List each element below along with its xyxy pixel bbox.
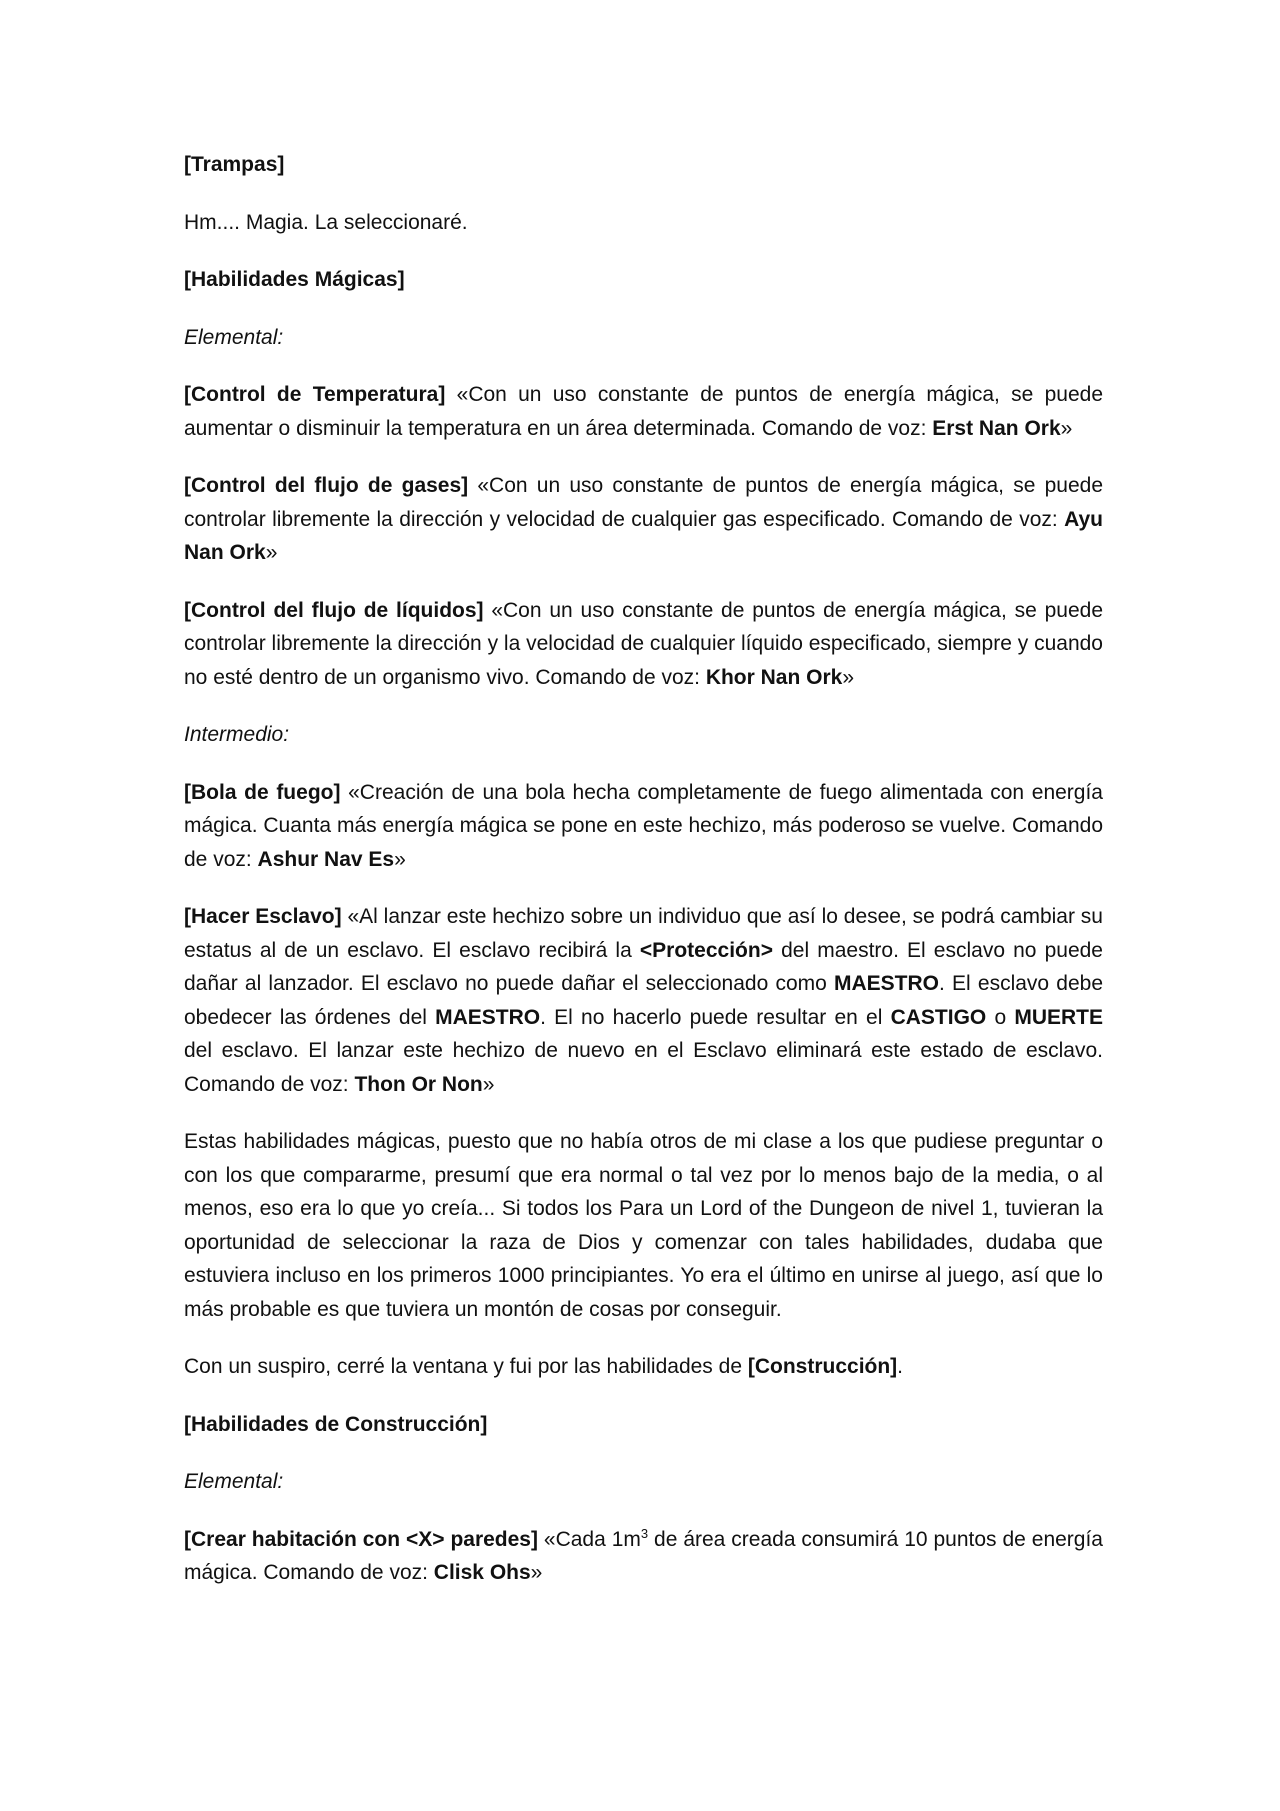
voice-command: Thon Or Non [354, 1072, 483, 1096]
construction-elemental-label: Elemental: [184, 1470, 284, 1493]
magic-intermediate-label: Intermedio: [184, 723, 290, 746]
quote-close: » [1060, 416, 1073, 440]
master-term: MAESTRO [834, 972, 939, 995]
skill-description: «Creación de una bola hecha completamente de fuego alimentada con energía mágica. Cuanta más energía mágica se pone en este hechizo, más poderoso se vuelve. Comando de voz: [184, 780, 1103, 871]
death-term: MUERTE [1014, 1005, 1103, 1029]
skill-description-part: . El no hacerlo puede resultar en el [540, 1005, 891, 1029]
trampas-heading: [Trampas] [184, 153, 285, 176]
skill-name: [Bola de fuego] [184, 780, 341, 804]
skill-description: «Con un uso constante de puntos de energía mágica, se puede controlar libremente la dirección y la velocidad de cualquier líquido especificado, siempre y cuando no esté dentro de un organismo vivo. Comando de voz: [184, 598, 1103, 689]
skill-description-part: «Al lanzar este hechizo sobre un individuo que así lo desee, se podrá cambiar su estatus al de un esclavo. El esclavo recibirá la [184, 905, 1103, 962]
construction-term: [Construcción] [747, 1355, 898, 1378]
skill-description-part: del esclavo. El lanzar este hechizo de nuevo en el Esclavo eliminará este estado de esclavo. Comando de voz: [184, 1039, 1103, 1096]
skill-description-part: de área creada consumirá 10 puntos de energía mágica. Comando de voz: [184, 1527, 1103, 1584]
skill-description: «Con un uso constante de puntos de energía mágica, se puede aumentar o disminuir la temperatura en un área determinada. Comando de voz: [184, 383, 1103, 440]
skill-name: [Crear habitación con <X> paredes] [184, 1527, 538, 1551]
punishment-term: CASTIGO [890, 1005, 987, 1029]
skill-create-room [184, 1523, 1103, 1590]
quote-close: » [842, 665, 855, 689]
construction-skills-heading: [Habilidades de Construcción] [184, 1412, 488, 1436]
master-term: MAESTRO [435, 1005, 541, 1029]
sigh-text: Con un suspiro, cerré la ventana y fui por las habilidades de [184, 1355, 748, 1378]
voice-command: Ayu Nan Ork [184, 507, 1103, 564]
quote-close: » [394, 847, 406, 871]
voice-command: Ashur Nav Es [257, 847, 395, 871]
protection-term: <Protección> [639, 938, 773, 962]
voice-command: Khor Nan Ork [705, 665, 843, 689]
skill-description-part: . El esclavo debe obedecer las órdenes del [184, 972, 1103, 1029]
voice-command: Clisk Ohs [433, 1561, 531, 1584]
skill-name: [Hacer Esclavo] [184, 905, 342, 928]
skill-description-part: o [986, 1005, 1015, 1029]
magic-skills-heading: [Habilidades Mágicas] [184, 268, 405, 291]
skill-make-slave [184, 900, 1103, 1101]
magic-elemental-label: Elemental: [184, 325, 284, 349]
skill-description-part: «Cada 1m [537, 1527, 641, 1551]
skill-fireball [184, 776, 1103, 877]
skill-temperature-control [184, 378, 1103, 445]
intro-line: Hm.... Magia. La seleccionaré. [184, 210, 468, 234]
quote-close: » [265, 541, 278, 564]
quote-close: » [530, 1561, 543, 1584]
skill-description: «Con un uso constante de puntos de energía mágica, se puede controlar libremente la dirección y velocidad de cualquier gas especificado. Comando de voz: [184, 474, 1104, 531]
skill-name: [Control del flujo de gases] [184, 474, 469, 497]
skill-liquid-flow-control [184, 594, 1103, 695]
cubic-superscript: 3 [640, 1525, 649, 1541]
voice-command: Erst Nan Ork [932, 416, 1061, 440]
skill-name: [Control del flujo de líquidos] [184, 598, 484, 622]
quote-close: » [482, 1072, 495, 1096]
narrative-paragraph: Estas habilidades mágicas, puesto que no había otros de mi clase a los que pudiese preguntar o con los que compararme, presumí que era normal o tal vez por lo menos bajo de la media, o al menos, eso era lo que yo creía... Si todos los Para un Lord of the Dungeon de nivel 1, tuvieran la oportunidad de seleccionar la raza de Dios y comenzar con tales habilidades, dudaba que estuviera incluso en los primeros 1000 principiantes. Yo era el último en unirse al juego, así que lo más probable es que tuviera un montón de cosas por conseguir. [184, 1130, 1103, 1321]
sigh-paragraph [184, 1350, 1103, 1384]
skill-name: [Control de Temperatura] [184, 383, 446, 406]
sigh-end: . [897, 1355, 904, 1378]
skill-description-part: del maestro. El esclavo no puede dañar al lanzador. El esclavo no puede dañar el seleccionado como [184, 938, 1103, 995]
skill-gas-flow-control [184, 469, 1103, 570]
